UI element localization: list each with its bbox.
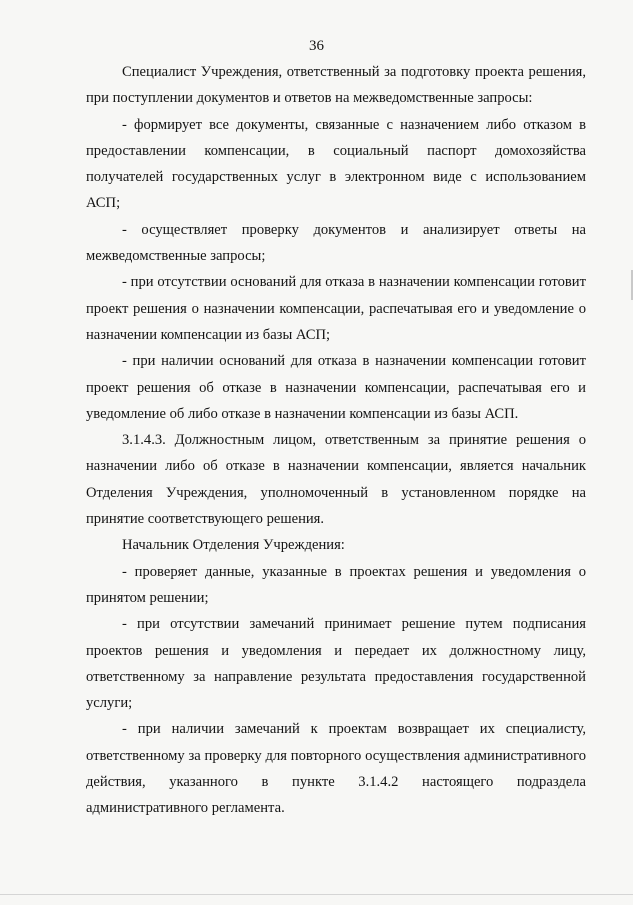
paragraph-specialist-intro: Специалист Учреждения, ответственный за подготовку проекта решения, при поступлении документов и ответов на межведомственные запросы: <box>86 64 586 107</box>
paragraph-no-remarks: - при отсутствии замечаний принимает решение путем подписания проектов решения и уведомления и передает их должностному лицу, ответственному за направление результата предоставления государственной услуги; <box>86 616 586 712</box>
paragraph-no-grounds-refusal: - при отсутствии оснований для отказа в назначении компенсации готовит проект решения о назначении компенсации, распечатывая его и уведомление о назначении компенсации из базы АСП; <box>86 274 586 343</box>
paragraph-grounds-refusal: - при наличии оснований для отказа в назначении компенсации готовит проект решения об отказе в назначении компенсации, распечатывая его и уведомление об либо отказе в назначении компенсации из базы АСП. <box>86 353 586 422</box>
paragraph-checks-data: - проверяет данные, указанные в проектах решения и уведомления о принятом решении; <box>86 563 586 606</box>
paragraph-forms-documents: - формирует все документы, связанные с назначением либо отказом в предоставлении компенсации, в социальный паспорт домохозяйства получателей государственных услуг в электронном виде с использованием АСП; <box>86 116 586 212</box>
document-body <box>86 59 586 822</box>
scan-bottom-line <box>0 894 633 895</box>
paragraph-with-remarks: - при наличии замечаний к проектам возвращает их специалисту, ответственному за проверку для повторного осуществления административного действия, указанного в пункте 3.1.4.2 настоящего подраздела административного регламента. <box>86 721 586 817</box>
paragraph-section-3-1-4-3: 3.1.4.3. Должностным лицом, ответственным за принятие решения о назначении либо об отказе в назначении компенсации, является начальник Отделения Учреждения, уполномоченный в установленном порядке на принятие соответствующего решения. <box>86 432 586 528</box>
page-number: 36 <box>309 38 324 54</box>
paragraph-head-of-department: Начальник Отделения Учреждения: <box>122 537 345 554</box>
paragraph-checks-documents: - осуществляет проверку документов и анализирует ответы на межведомственные запросы; <box>86 221 586 265</box>
